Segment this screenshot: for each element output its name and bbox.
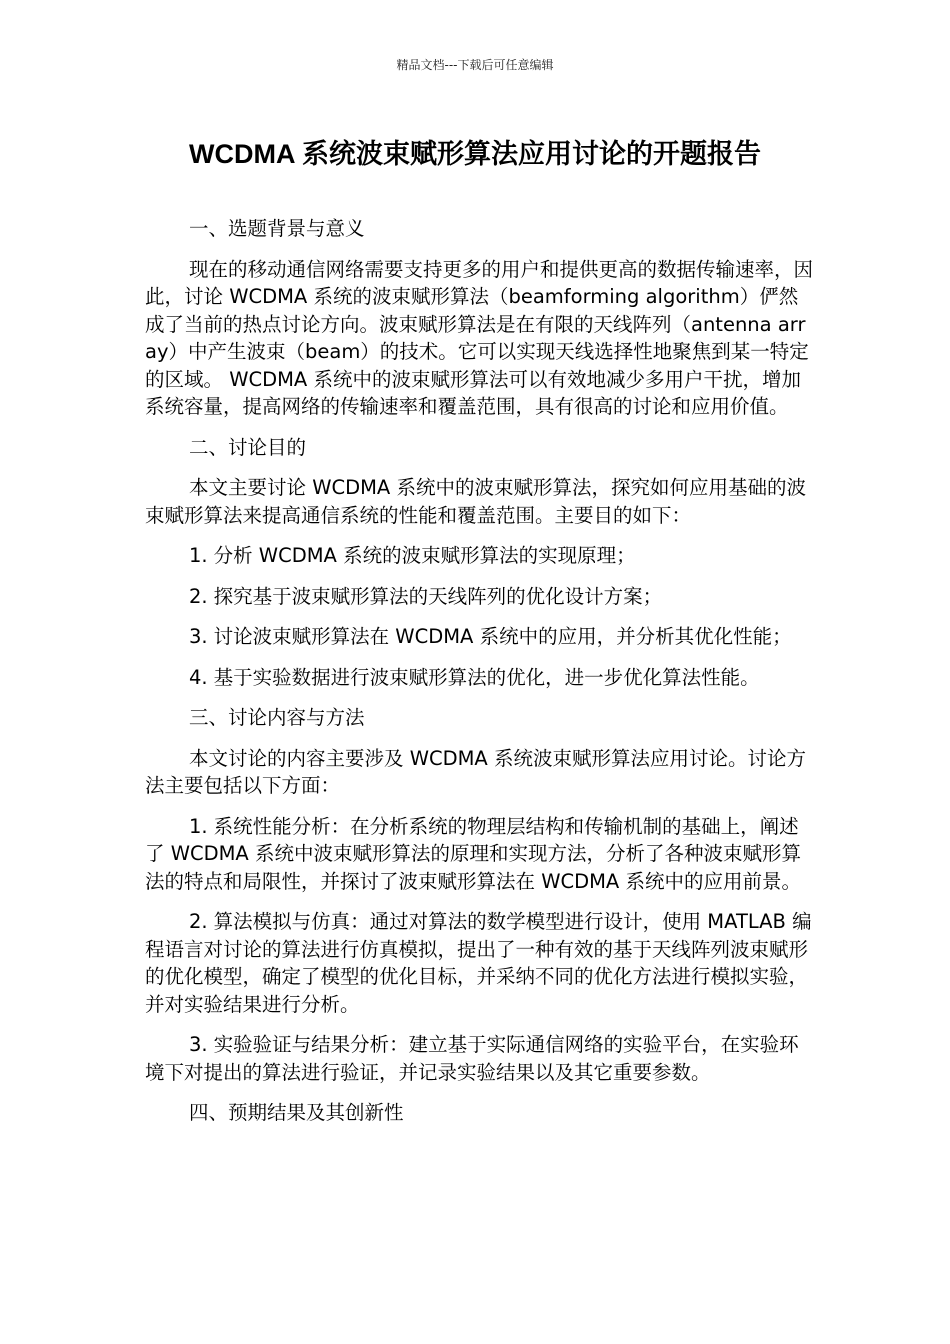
section-heading-purpose: 二、讨论目的 [189, 435, 307, 459]
list-item-number: 3. [189, 625, 208, 648]
paragraph-purpose-intro: 本文主要讨论 WCDMA 系统中的波束赋形算法，探究如何应用基础的波束赋形算法来提高通信系统的性能和覆盖范围。主要目的如下： [145, 476, 806, 527]
list-item [145, 664, 813, 692]
list-item-number: 3. [189, 1033, 208, 1056]
list-item-number: 1. [189, 544, 208, 567]
list-item [145, 542, 813, 570]
list-item [145, 908, 813, 1018]
list-item-number: 4. [189, 665, 208, 689]
list-item-text: 讨论波束赋形算法在 WCDMA 系统中的应用，并分析其优化性能； [213, 625, 792, 648]
list-item [145, 583, 813, 611]
list-item-text: 分析 WCDMA 系统的波束赋形算法的实现原理； [213, 544, 636, 567]
list-item-number: 2. [189, 910, 208, 933]
list-item [145, 1031, 813, 1086]
list-item-text: 算法模拟与仿真：通过对算法的数学模型进行设计，使用 MATLAB 编程语言对讨论的算法进行仿真模拟，提出了一种有效的基于天线阵列波束赋形的优化模型，确定了模型的优化目标，并采纳不同的优化方法进行模拟实验，并对实验结果进行分析。 [145, 910, 812, 1016]
document-body [145, 215, 813, 1140]
list-item-number: 1. [189, 814, 208, 838]
section-heading-expected-results: 四、预期结果及其创新性 [189, 1101, 404, 1124]
list-item [145, 813, 813, 896]
list-item-text: 探究基于波束赋形算法的天线阵列的优化设计方案； [213, 584, 663, 608]
paragraph-content-method-intro: 本文讨论的内容主要涉及 WCDMA 系统波束赋形算法应用讨论。讨论方法主要包括以下方面： [145, 746, 806, 797]
list-item-text: 系统性能分析：在分析系统的物理层结构和传输机制的基础上，阐述了 WCDMA 系统中波束赋形算法的原理和实现方法，分析了各种波束赋形算法的特点和局限性，并探讨了波束赋形算法在 WCDMA 系统中的应用前景。 [145, 814, 801, 893]
list-item-text: 基于实验数据进行波束赋形算法的优化，进一步优化算法性能。 [213, 665, 760, 689]
list-item [145, 623, 813, 651]
paragraph-background: 现在的移动通信网络需要支持更多的用户和提供更高的数据传输速率，因此，讨论 WCDMA 系统的波束赋形算法（beamforming algorithm）俨然成了当前的热点讨论方向。波束赋形算法是在有限的天线阵列（antenna array）中产生波束（beam）的技术。它可以实现天线选择性地聚焦到某一特定的区域。 WCDMA 系统中的波束赋形算法可以有效地减少多用户干扰，增加系统容量，提高网络的传输速率和覆盖范围，具有很高的讨论和应用价值。 [145, 257, 814, 418]
list-item-number: 2. [189, 584, 208, 608]
list-item-text: 实验验证与结果分析：建立基于实际通信网络的实验平台，在实验环境下对提出的算法进行验证，并记录实验结果以及其它重要参数。 [145, 1033, 799, 1084]
document-title: WCDMA 系统波束赋形算法应用讨论的开题报告 [189, 139, 761, 169]
page-header-note: 精品文档---下载后可任意编辑 [396, 58, 554, 72]
section-heading-content-method: 三、讨论内容与方法 [189, 706, 365, 729]
section-heading-background: 一、选题背景与意义 [189, 217, 365, 240]
